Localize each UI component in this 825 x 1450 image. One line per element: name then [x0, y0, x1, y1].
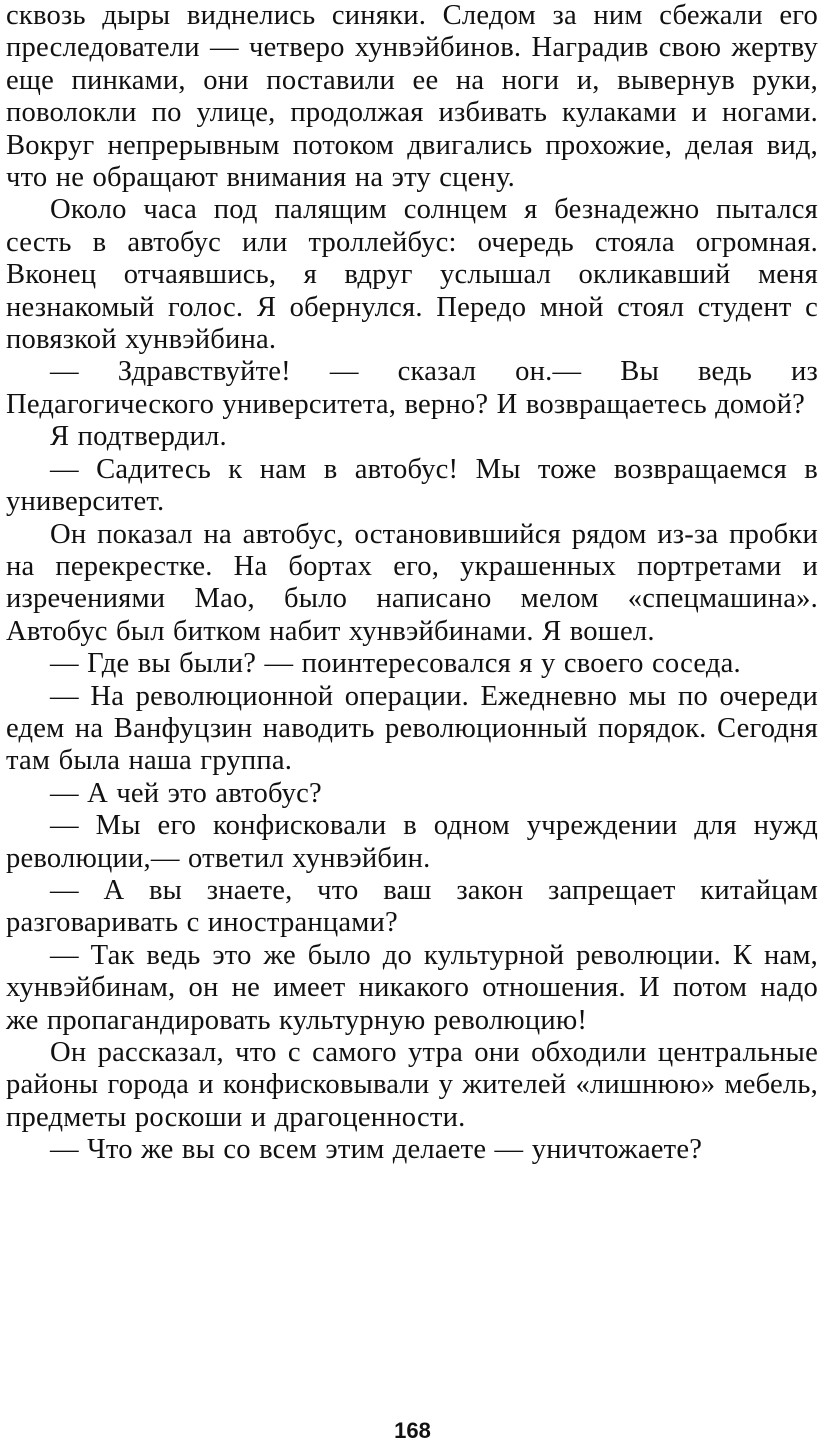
paragraph: — Садитесь к нам в автобус! Мы тоже возвращаемся в университет.	[6, 453, 818, 518]
paragraph: Он показал на автобус, остановившийся рядом из-за пробки на перекрестке. На бортах его, украшенных портретами и изречениями Мао, было написано мелом «спецмашина». Автобус был битком набит хунвэйбинами. Я вошел.	[6, 518, 818, 647]
paragraph: Я подтвердил.	[50, 421, 227, 453]
paragraph: Около часа под палящим солнцем я безнадежно пытался сесть в автобус или троллейбус: очередь стояла огромная. Вконец отчаявшись, я вдруг услышал окликавший меня незнакомый голос. Я обернулся. Передо мной стоял студент с повязкой хунвэйбина.	[6, 194, 818, 356]
paragraph: — А вы знаете, что ваш закон запрещает китайцам разговаривать с иностранцами?	[6, 874, 818, 939]
paragraph: сквозь дыры виднелись синяки. Следом за ним сбежали его преследователи — четверо хунвэйбинов. Наградив свою жертву еще пинками, они поставили ее на ноги и, вывернув руки, поволокли по улице, продолжая избивать кулаками и ногами. Вокруг непрерывным потоком двигались прохожие, делая вид, что не обращают внимания на эту сцену.	[6, 0, 818, 194]
paragraph: — А чей это автобус?	[50, 777, 322, 809]
page-number: 168	[394, 1418, 431, 1443]
paragraph: — Где вы были? — поинтересовался я у своего соседа.	[50, 648, 741, 680]
paragraph: — Что же вы со всем этим делаете — уничтожаете?	[50, 1134, 703, 1166]
paragraph: — На революционной операции. Ежедневно мы по очереди едем на Ванфуцзин наводить революционный порядок. Сегодня там была наша группа.	[6, 680, 818, 777]
paragraph: Он рассказал, что с самого утра они обходили центральные районы города и конфисковывали у жителей «лишнюю» мебель, предметы роскоши и драгоценности.	[6, 1037, 818, 1133]
paragraph: — Так ведь это же было до культурной революции. К нам, хунвэйбинам, он не имеет никакого отношения. И потом надо же пропагандировать культурную революцию!	[6, 939, 818, 1036]
paragraph: — Здравствуйте! — сказал он.— Вы ведь из Педагогического университета, верно? И возвращаетесь домой?	[6, 356, 818, 420]
page-body	[6, 0, 818, 1167]
paragraph: — Мы его конфисковали в одном учреждении для нужд революции,— ответил хунвэйбин.	[6, 810, 818, 874]
